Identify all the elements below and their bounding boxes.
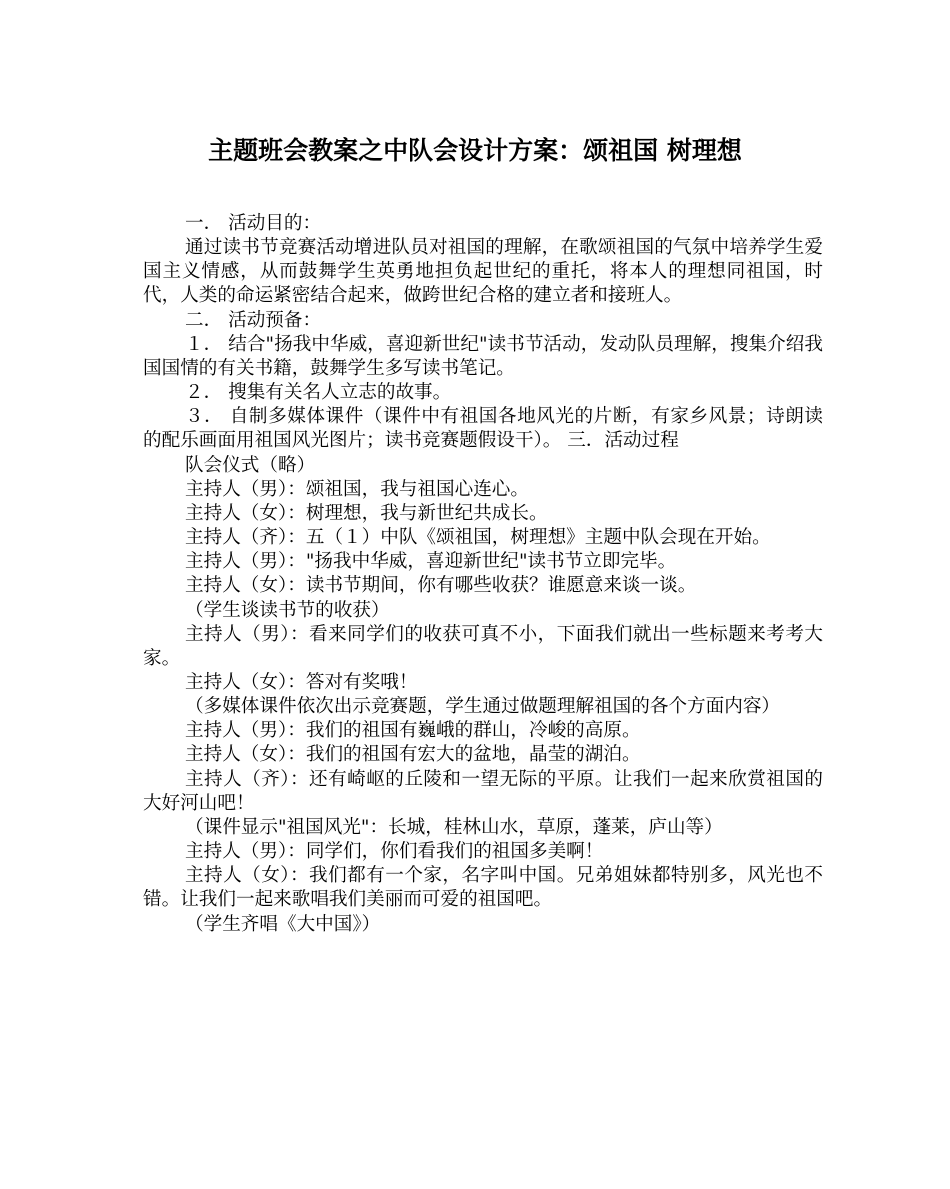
dialogue-line: 主持人（女）：读书节期间，你有哪些收获？谁愿意来谈一谈。 bbox=[185, 575, 697, 597]
list-item-preparation-1: １． 结合"扬我中华威，喜迎新世纪"读书节活动，发动队员理解，搜集介绍我国国情的有关书籍，鼓舞学生多写读书笔记。 bbox=[143, 333, 823, 379]
dialogue-line: 主持人（女）：我们都有一个家，名字叫中国。兄弟姐妹都特别多，风光也不错。让我们一起来歌唱我们美丽而可爱的祖国吧。 bbox=[143, 865, 823, 911]
dialogue-line: 主持人（齐）：还有崎岖的丘陵和一望无际的平原。让我们一起来欣赏祖国的大好河山吧！ bbox=[143, 768, 823, 814]
dialogue-line: 主持人（男）：看来同学们的收获可真不小，下面我们就出一些标题来考考大家。 bbox=[143, 623, 823, 669]
section-heading-preparation: 二． 活动预备： bbox=[185, 309, 322, 331]
paragraph-purpose: 通过读书节竞赛活动增进队员对祖国的理解，在歌颂祖国的气氛中培养学生爱国主义情感，从而鼓舞学生英勇地担负起世纪的重托，将本人的理想同祖国，时代，人类的命运紧密结合起来，做跨世纪合格的建立者和接班人。 bbox=[143, 237, 823, 307]
dialogue-line: 主持人（男）：颂祖国，我与祖国心连心。 bbox=[185, 478, 529, 500]
document-body bbox=[143, 212, 823, 937]
stage-direction: （课件显示"祖国风光"：长城，桂林山水，草原，蓬莱，庐山等） bbox=[185, 816, 723, 838]
stage-direction: （学生谈读书节的收获） bbox=[185, 599, 390, 621]
dialogue-line: 主持人（女）：我们的祖国有宏大的盆地，晶莹的湖泊。 bbox=[185, 744, 641, 766]
dialogue-line: 主持人（男）："扬我中华威，喜迎新世纪"读书节立即完毕。 bbox=[185, 551, 677, 573]
document-title: 主题班会教案之中队会设计方案：颂祖国 树理想 bbox=[208, 136, 742, 165]
dialogue-line: 主持人（男）：同学们，你们看我们的祖国多美啊！ bbox=[185, 841, 604, 863]
section-heading-purpose: 一． 活动目的： bbox=[185, 213, 322, 234]
paragraph-ceremony: 队会仪式（略） bbox=[185, 454, 316, 476]
stage-direction: （多媒体课件依次出示竞赛题，学生通过做题理解祖国的各个方面内容） bbox=[185, 696, 781, 718]
stage-direction: （学生齐唱《大中国》） bbox=[185, 913, 381, 935]
dialogue-line: 主持人（女）：树理想，我与新世纪共成长。 bbox=[185, 502, 548, 524]
list-item-preparation-3: ３． 自制多媒体课件（课件中有祖国各地风光的片断，有家乡风景；诗朗读的配乐画面用祖国风光图片；读书竞赛题假设干）。 三．活动过程 bbox=[143, 406, 823, 452]
dialogue-line: 主持人（齐）：五（１）中队《颂祖国，树理想》主题中队会现在开始。 bbox=[185, 527, 771, 549]
dialogue-line: 主持人（男）：我们的祖国有巍峨的群山，冷峻的高原。 bbox=[185, 720, 641, 742]
list-item-preparation-2: ２． 搜集有关名人立志的故事。 bbox=[185, 382, 452, 404]
dialogue-line: 主持人（女）：答对有奖哦！ bbox=[185, 671, 418, 693]
